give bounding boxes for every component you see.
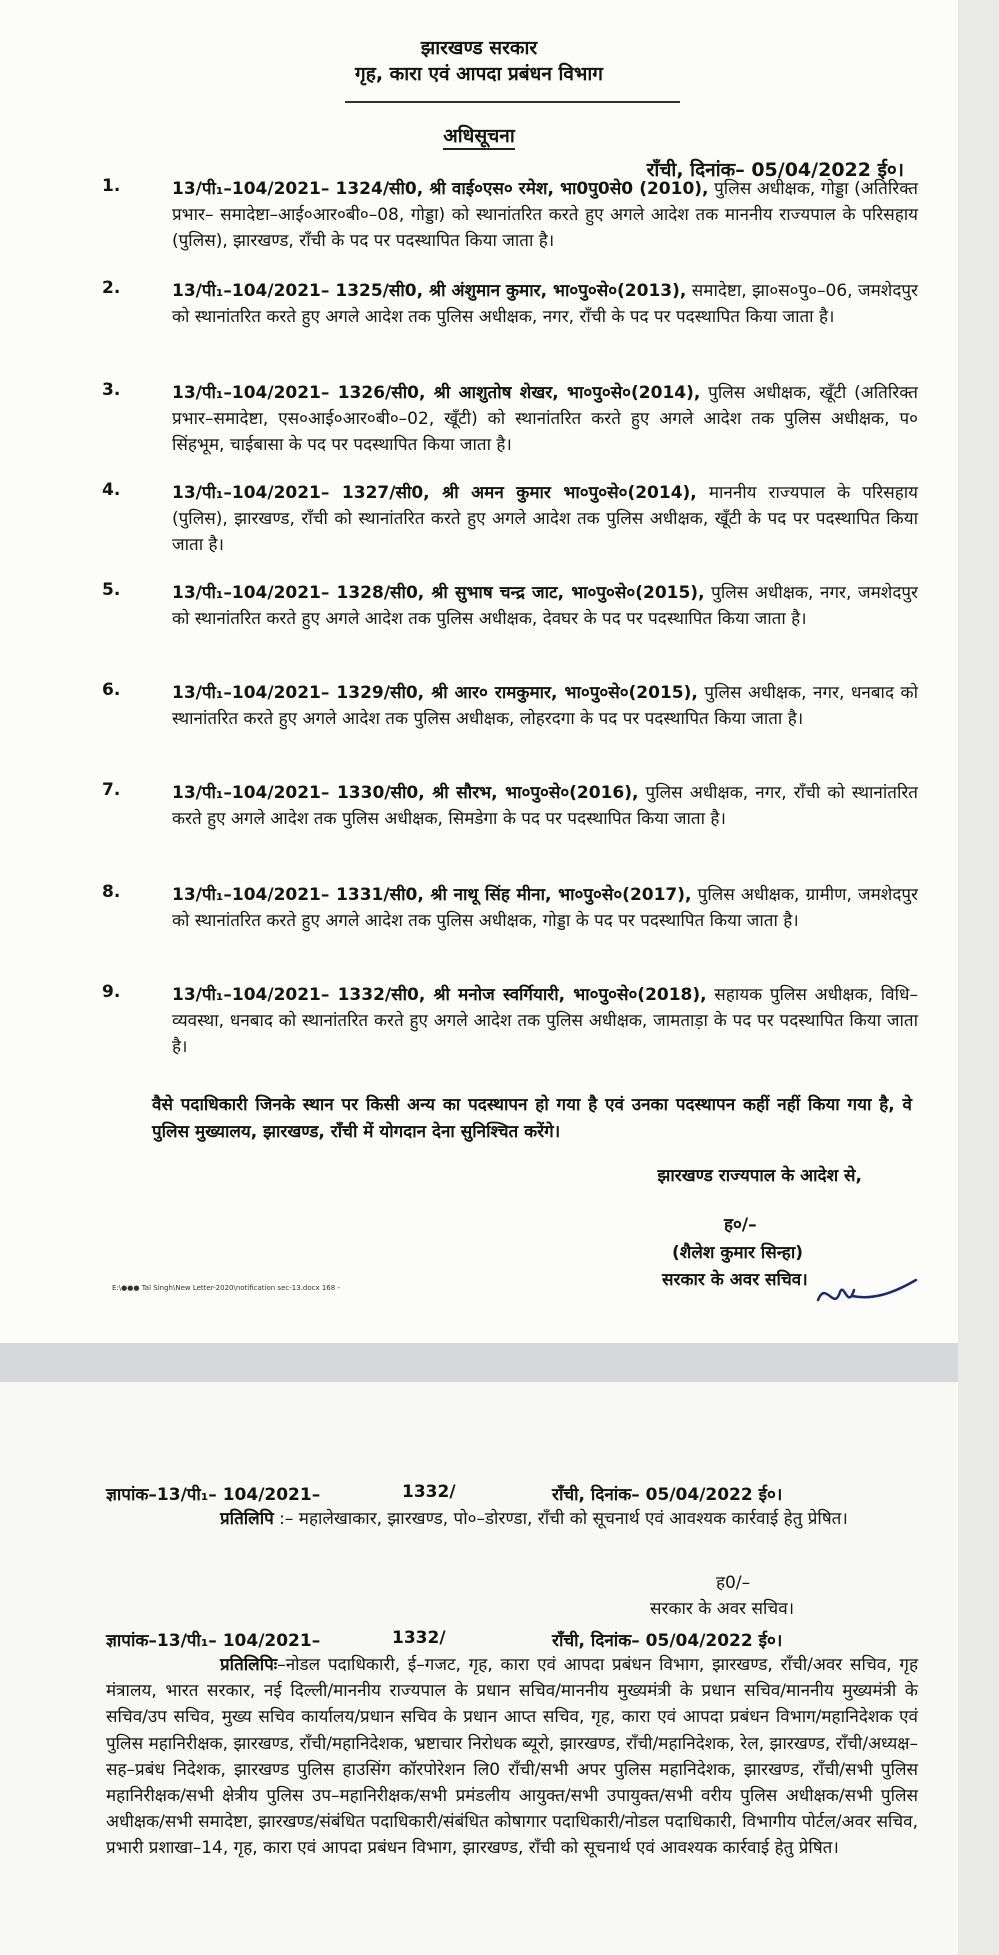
posting-item: [100, 480, 918, 558]
posting-number: 1.: [102, 176, 121, 196]
posting-text: [172, 176, 918, 254]
posting-detail: पुलिस अधीक्षक, ग्रामीण, जमशेदपुर को स्थानांतरित करते हुए अगले आदेश तक पुलिस अधीक्षक, गोड्डा के पद पर पदस्थापित किया जाता है।: [172, 885, 919, 931]
posting-detail: माननीय राज्यपाल के परिसहाय (पुलिस), झारखण्ड, राँची को स्थानांतरित करते हुए अगले आदेश तक पुलिस अधीक्षक, खूँटी के पद पर पदस्थापित किया जाता है।: [172, 483, 918, 555]
header-divider: [345, 101, 680, 103]
posting-number: 5.: [102, 580, 121, 600]
posting-detail: सहायक पुलिस अधीक्षक, विधि–व्यवस्था, धनबाद को स्थानांतरित करते हुए अगले आदेश तक पुलिस अधीक्षक, जामताड़ा के पद पर पदस्थापित किया जाता है।: [172, 985, 918, 1057]
posting-code: 13/पी₁–104/2021– 1326/सी0, श्री आशुतोष शेखर, भा०पु०से०(2014),: [172, 383, 701, 403]
memo1-sd: ह0/–: [716, 1573, 751, 1593]
signatory-name: (शैलेश कुमार सिन्हा): [672, 1243, 804, 1263]
posting-code: 13/पी₁–104/2021– 1332/सी0, श्री मनोज स्वर्गियारी, भा०पु०से०(2018),: [172, 985, 707, 1005]
memo1-text: :– महालेखाकार, झारखण्ड, पो०–डोरण्डा, राँची को सूचनार्थ एवं आवश्यक कार्रवाई हेतु प्रेषित।: [273, 1509, 848, 1529]
memo2-date: राँची, दिनांक– 05/04/2022 ई०।: [552, 1631, 783, 1651]
posting-item: [100, 580, 918, 632]
posting-number: 2.: [102, 278, 121, 298]
posting-text: [172, 882, 918, 934]
memo2-text: –नोडल पदाधिकारी, ई–गजट, गृह, कारा एवं आपदा प्रबंधन विभाग, झारखण्ड, राँची/अवर सचिव, गृह मंत्रालय, भारत सरकार, नई दिल्ली/माननीय राज्यपाल के प्रधान सचिव/माननीय मुख्यमंत्री के प्रधान सचिव/माननीय मुख्यमंत्री के सचिव/उप सचिव, मुख्य सचिव कार्यालय/प्रधान सचिव के प्रधान आप्त सचिव, गृह, कारा एवं आपदा प्रबंधन विभाग/महानिदेशक एवं पुलिस महानिरीक्षक, झारखण्ड, राँची/महानिदेशक, भ्रष्टाचार निरोधक ब्यूरो, झारखण्ड, राँची/महानिदेशक, रेल, झारखण्ड, राँची/अध्यक्ष–सह–प्रबंध निदेशक, झारखण्ड पुलिस हाउसिंग कॉरपोरेशन लि0 राँची/सभी अपर पुलिस महानिदेशक, झारखण्ड, राँची/सभी पुलिस महानिरीक्षक/सभी क्षेत्रीय पुलिस उप–महानिरीक्षक/सभी प्रमंडलीय आयुक्त/सभी उपायुक्त/सभी वरीय पुलिस अधीक्षक/सभी पुलिस अधीक्षक/सभी समादेष्टा, झारखण्ड/संबंधित पदाधिकारी/संबंधित कोषागार पदाधिकारी/नोडल पदाधिकारी, विभागीय पोर्टल/अवर सचिव, प्रभारी प्रशाखा–14, गृह, कारा एवं आपदा प्रबंधन विभाग, झारखण्ड, राँची को सूचनार्थ एवं आवश्यक कार्रवाई हेतु प्रेषित।: [106, 1655, 918, 1859]
posting-detail: पुलिस अधीक्षक, गोड्डा (अतिरिक्त प्रभार– समादेष्टा–आई०आर०बी०–08, गोड्डा) को स्थानांतरित करते हुए अगले आदेश तक माननीय राज्यपाल के परिसहाय (पुलिस), झारखण्ड, राँची के पद पर पदस्थापित किया जाता है।: [172, 179, 919, 251]
memo2-label: प्रतिलिपिः: [220, 1655, 278, 1675]
posting-text: [172, 278, 918, 330]
posting-detail: पुलिस अधीक्षक, खूँटी (अतिरिक्त प्रभार–समादेष्टा, एस०आई०आर०बी०–02, खूँटी) को स्थानांतरित करते हुए अगले आदेश तक पुलिस अधीक्षक, प० सिंहभूम, चाईबासा के पद पर पदस्थापित किया जाता है।: [172, 383, 919, 455]
posting-detail: समादेष्टा, झा०स०पु०–06, जमशेदपुर को स्थानांतरित करते हुए अगले आदेश तक पुलिस अधीक्षक, नगर, राँची के पद पर पदस्थापित किया जाता है।: [172, 281, 918, 327]
posting-number: 8.: [102, 882, 121, 902]
posting-text: [172, 580, 918, 632]
notification-date: राँची, दिनांक– 05/04/2022 ई०।: [646, 159, 904, 181]
file-path-footer: E:\●●● Tal Singh\New Letter-2020\notification sec-13.docx 168 -: [112, 1284, 340, 1292]
posting-item: [100, 780, 918, 832]
posting-detail: पुलिस अधीक्षक, नगर, धनबाद को स्थानांतरित करते हुए अगले आदेश तक पुलिस अधीक्षक, लोहरदगा के पद पर पदस्थापित किया जाता है।: [172, 683, 918, 729]
memo-page: [0, 1382, 958, 1955]
posting-code: 13/पी₁–104/2021– 1324/सी0, श्री वाई०एस० रमेश, भा0पु0से0 (2010),: [172, 179, 709, 199]
govt-name: झारखण्ड सरकार: [420, 37, 538, 59]
handwritten-signature-icon: [812, 1270, 922, 1320]
signature-sd: ह०/–: [724, 1215, 757, 1235]
posting-number: 6.: [102, 680, 121, 700]
posting-number: 3.: [102, 380, 121, 400]
closing-note: वैसे पदाधिकारी जिनके स्थान पर किसी अन्य का पदस्थापन हो गया है एवं उनका पदस्थापन कहीं नहीं किया गया है, वे पुलिस मुख्यालय, झारखण्ड, राँची में योगदान देना सुनिश्चित करेंगे।: [152, 1095, 912, 1142]
posting-code: 13/पी₁–104/2021– 1331/सी0, श्री नाथू सिंह मीना, भा०पु०से०(2017),: [172, 885, 692, 905]
posting-text: [172, 380, 918, 458]
notification-title: [0, 122, 958, 148]
memo1-ref: ज्ञापांक–13/पी₁– 104/2021–: [106, 1485, 321, 1505]
memo1-designation: सरकार के अवर सचिव।: [650, 1599, 795, 1619]
posting-number: 9.: [102, 982, 121, 1002]
posting-item: [100, 278, 918, 330]
posting-code: 13/पी₁–104/2021– 1327/सी0, श्री अमन कुमार भा०पु०से०(2014),: [172, 483, 697, 503]
posting-number: 4.: [102, 480, 121, 500]
posting-code: 13/पी₁–104/2021– 1325/सी0, श्री अंशुमान कुमार, भा०पु०से०(2013),: [172, 281, 687, 301]
memo1-body: [106, 1506, 918, 1533]
memo2-ref: ज्ञापांक–13/पी₁– 104/2021–: [106, 1631, 321, 1651]
posting-text: [172, 480, 918, 558]
posting-code: 13/पी₁–104/2021– 1330/सी0, श्री सौरभ, भा०पु०से०(2016),: [172, 783, 639, 803]
posting-code: 13/पी₁–104/2021– 1329/सी0, श्री आर० रामकुमार, भा०पु०से०(2015),: [172, 683, 698, 703]
notification-title-text: अधिसूचना: [443, 125, 515, 150]
right-gutter: [958, 0, 999, 1955]
posting-code: 13/पी₁–104/2021– 1328/सी0, श्री सुभाष चन्द्र जाट, भा०पु०से०(2015),: [172, 583, 705, 603]
posting-number: 7.: [102, 780, 121, 800]
memo2-refno: 1332/: [392, 1628, 446, 1648]
memo1-date: राँची, दिनांक– 05/04/2022 ई०।: [552, 1485, 783, 1505]
posting-item: [100, 982, 918, 1060]
posting-text: [172, 780, 918, 832]
posting-item: [100, 680, 918, 732]
memo2-body: [106, 1652, 918, 1862]
posting-item: [100, 176, 918, 254]
posting-text: [172, 982, 918, 1060]
memo1-refno: 1332/: [402, 1482, 456, 1502]
order-line: झारखण्ड राज्यपाल के आदेश से,: [657, 1166, 862, 1186]
department-name: गृह, कारा एवं आपदा प्रबंधन विभाग: [355, 63, 603, 85]
posting-text: [172, 680, 918, 732]
posting-detail: पुलिस अधीक्षक, नगर, जमशेदपुर को स्थानांतरित करते हुए अगले आदेश तक पुलिस अधीक्षक, देवघर के पद पर पदस्थापित किया जाता है।: [172, 583, 918, 629]
posting-detail: पुलिस अधीक्षक, नगर, राँची को स्थानांतरित करते हुए अगले आदेश तक पुलिस अधीक्षक, सिमडेगा के पद पर पदस्थापित किया जाता है।: [172, 783, 918, 829]
posting-item: [100, 882, 918, 934]
signatory-designation: सरकार के अवर सचिव।: [662, 1270, 808, 1290]
memo1-label: प्रतिलिपि: [220, 1509, 274, 1529]
posting-item: [100, 380, 918, 458]
